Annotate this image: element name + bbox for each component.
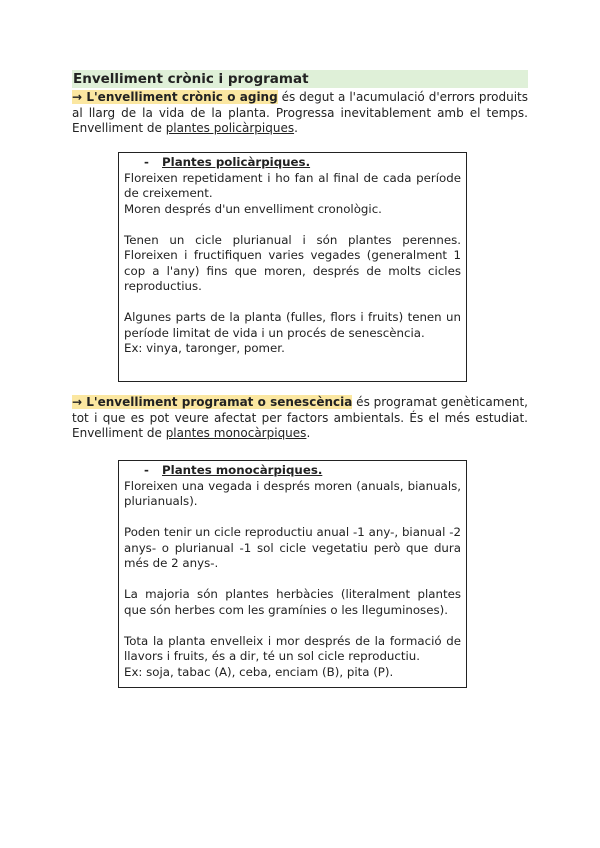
box-examples: Ex: soja, tabac (A), ceba, enciam (B), pita (P).	[124, 664, 394, 679]
paragraph-text: és degut a l'acumulació d'errors produits al llarg de la vida de la planta. Progressa inevitablement amb el temps. Envelliment de	[72, 90, 528, 135]
highlight-term: L'envelliment crònic o aging	[86, 90, 278, 104]
box-paragraph: Floreixen repetidament i ho fan al final de cada període de creixement.	[124, 170, 461, 200]
box-title: - Plantes monocàrpiques.	[144, 463, 323, 477]
box-paragraph: Tota la planta envelleix i mor després de la formació de llavors i fruits, és a dir, té un sol cicle reproductiu.	[124, 633, 461, 663]
paragraph-chronic-aging: → L'envelliment crònic o aging és degut a l'acumulació d'errors produits al llarg de la vida de la planta. Progressa inevitablement amb el temps. Envelliment de plantes policàrpiques.	[72, 90, 528, 135]
box-paragraph: La majoria són plantes herbàcies (literalment plantes que són herbes com les gramínies o les lleguminoses).	[124, 587, 461, 617]
highlight-arrow: → L'envelliment crònic o aging	[72, 90, 278, 104]
box-examples: Ex: vinya, taronger, pomer.	[124, 341, 285, 355]
highlight-arrow: → L'envelliment programat o senescència	[72, 395, 353, 409]
box-paragraph: Moren després d'un envelliment cronològic.	[124, 201, 382, 216]
term-underlined: plantes policàrpiques	[165, 121, 295, 135]
box-paragraph: Floreixen una vegada i després moren (anuals, bianuals, plurianuals).	[124, 478, 461, 508]
box-title: - Plantes policàrpiques.	[144, 155, 311, 169]
paragraph-programmed-senescence: → L'envelliment programat o senescència és programat genèticament, tot i que es pot veure afectat per factors ambientals. És el més estudiat. Envelliment de plantes monocàrpiques.	[72, 395, 528, 440]
term-underlined: plantes monocàrpiques	[165, 426, 307, 440]
box-paragraph: Tenen un cicle plurianual i són plantes perennes. Floreixen i fructifiquen varies vegades (generalment 1 cop a l'any) fins que moren, després de molts cicles reproductius.	[124, 232, 461, 293]
box-paragraph: Algunes parts de la planta (fulles, flors i fruits) tenen un període limitat de vida i un procés de senescència.	[124, 310, 461, 340]
box-paragraph: Poden tenir un cicle reproductiu anual -1 any-, bianual -2 anys- o plurianual -1 sol cicle vegetatiu però que dura més de 2 anys-.	[124, 525, 461, 570]
highlight-term: L'envelliment programat o senescència	[86, 395, 353, 409]
box-polycarpic	[118, 152, 467, 382]
section-heading: Envelliment crònic i programat	[72, 70, 528, 88]
box-monocarpic	[118, 460, 467, 688]
paragraph-text: és programat genèticament, tot i que es pot veure afectat per factors ambientals. És el més estudiat. Envelliment de	[72, 395, 528, 440]
